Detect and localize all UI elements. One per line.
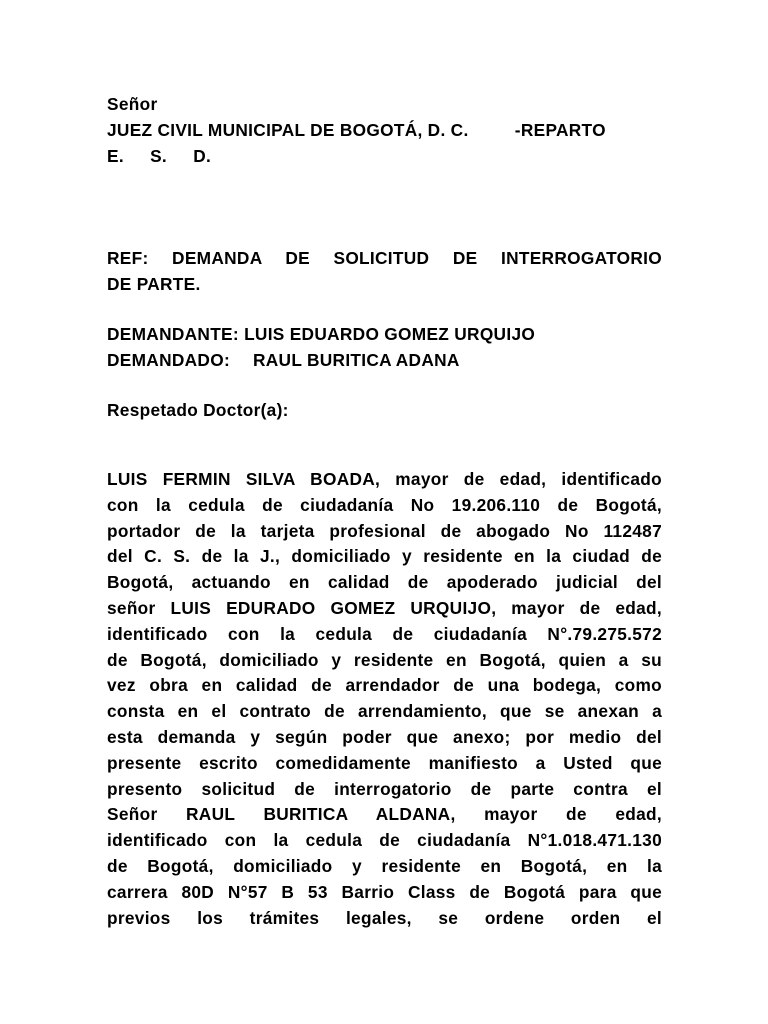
esd-e: E.: [107, 145, 124, 166]
body-line: con la cedula de ciudadanía No 19.206.110 de Bogotá,: [107, 494, 662, 515]
parties-block: [107, 322, 662, 374]
demandado-label: DEMANDADO:: [107, 349, 230, 370]
body-line: señor LUIS EDURADO GOMEZ URQUIJO, mayor de edad,: [107, 597, 662, 618]
body-line: de Bogotá, domiciliado y residente en Bogotá, quien a su: [107, 649, 662, 670]
body-line: presento solicitud de interrogatorio de parte contra el: [107, 778, 662, 799]
body-line: del C. S. de la J., domiciliado y residente en la ciudad de: [107, 546, 662, 567]
body-line: esta demanda y según poder que anexo; por medio del: [107, 726, 662, 747]
body-line: carrera 80D N°57 B 53 Barrio Class de Bogotá para que: [107, 881, 662, 902]
body-line: LUIS FERMIN SILVA BOADA, mayor de edad, identificado: [107, 469, 662, 489]
body-paragraph: [107, 467, 662, 931]
body-line: identificado con la cedula de ciudadanía N°.79.275.572: [107, 623, 662, 644]
demandado-name: RAUL BURITICA ADANA: [253, 349, 460, 370]
demandante-name: LUIS EDUARDO GOMEZ URQUIJO: [244, 324, 536, 344]
demandante-line: [107, 322, 662, 348]
body-line: previos los trámites legales, se ordene orden el: [107, 907, 662, 928]
addressee-block: [107, 92, 662, 169]
esd-s: S.: [150, 145, 168, 166]
demandado-line: [107, 348, 662, 374]
reference-block: [107, 246, 662, 298]
court-suffix: -REPARTO: [514, 119, 606, 140]
demandante-label: DEMANDANTE:: [107, 324, 239, 344]
body-line: Bogotá, actuando en calidad de apoderado judicial del: [107, 572, 662, 593]
body-line: vez obra en calidad de arrendador de una bodega, como: [107, 675, 662, 696]
body-line: identificado con la cedula de ciudadanía N°1.018.471.130: [107, 830, 662, 851]
reference-line-2: DE PARTE.: [107, 273, 201, 294]
reference-line-1: REF: DEMANDA DE SOLICITUD DE INTERROGATORIO: [107, 248, 662, 268]
esd-d: D.: [193, 145, 212, 166]
court-name: JUEZ CIVIL MUNICIPAL DE BOGOTÁ, D. C.: [107, 119, 469, 140]
body-line: Señor RAUL BURITICA ALDANA, mayor de edad,: [107, 804, 662, 825]
body-line: presente escrito comedidamente manifiesto a Usted que: [107, 752, 662, 773]
esd-line: [107, 144, 662, 170]
body-line: de Bogotá, domiciliado y residente en Bogotá, en la: [107, 855, 662, 876]
salutation-line: Señor: [107, 94, 158, 114]
greeting-line: Respetado Doctor(a):: [107, 400, 289, 420]
body-line: consta en el contrato de arrendamiento, que se anexan a: [107, 701, 662, 722]
greeting-block: [107, 398, 662, 424]
court-line: [107, 118, 662, 144]
body-line: portador de la tarjeta profesional de abogado No 112487: [107, 520, 662, 541]
